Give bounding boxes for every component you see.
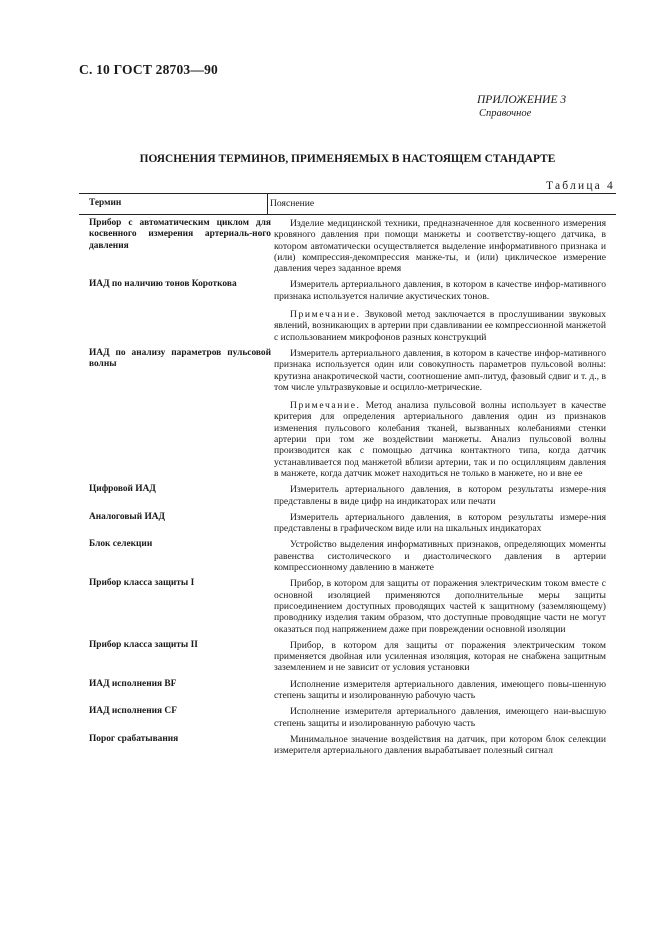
table-row <box>79 348 616 479</box>
section-title: ПОЯСНЕНИЯ ТЕРМИНОВ, ПРИМЕНЯЕМЫХ В НАСТОЯЩЕМ СТАНДАРТЕ <box>139 153 556 165</box>
explanation-cell <box>274 539 606 573</box>
column-header-term: Термин <box>89 198 122 208</box>
explanation-text: Минимальное значение воздействия на датчик, при котором блок селекции измерителя артериального давления вырабатывает полезный сигнал <box>274 733 606 757</box>
terms-table <box>79 193 616 756</box>
term-cell: Порог срабатывания <box>89 733 179 744</box>
appendix-title: ПРИЛОЖЕНИЕ 3 <box>477 94 567 106</box>
term-cell: ИАД исполнения CF <box>89 706 177 717</box>
table-row <box>79 640 616 674</box>
explanation-text: Измеритель артериального давления, в котором в качестве инфор-мативного признака используется наличие акустических тонов. <box>274 279 606 302</box>
appendix-type: Справочное <box>479 108 532 119</box>
term-cell: ИАД по наличию тонов Короткова <box>89 279 237 290</box>
column-header-explanation: Пояснение <box>270 198 315 209</box>
table-row <box>79 734 616 757</box>
explanation-cell <box>274 279 606 342</box>
explanation-text: Измеритель артериального давления, в котором результаты измере-ния представлены в графическом виде или на шкальных индикаторах <box>274 511 606 535</box>
explanation-text: Исполнение измерителя артериального давления, имеющего повы-шенную степень защиты и изолированную рабочую часть <box>274 678 606 701</box>
explanation-text: Прибор, в котором для защиты от поражения электрическим током применяется двойная или усиленная изоляция, которая не снабжена защитным заземлением и не зависит от условия установки <box>274 639 606 674</box>
term-cell: Прибор класса защиты II <box>89 639 198 650</box>
note-text: Звуковой метод заключается в прослушивании звуковых явлений, возникающих в артерии при сдавливании ее компрессионной манжетой с использованием микрофонов разных конструкций <box>274 309 606 343</box>
term-cell: Прибор класса защиты I <box>89 578 195 589</box>
table-row <box>79 218 616 274</box>
explanation-text: Прибор, в котором для защиты от поражения электрическим током вместе с основной изоляцией применяются дополнительные меры защиты присоединением доступных проводящих частей к защитному (заземляющему) проводнику изделия таким образом, что доступные проводящие части не могут оказаться под напряжением даже при повреждении основной изоляции <box>274 578 606 635</box>
table-header <box>79 193 616 215</box>
explanation-cell <box>274 679 606 702</box>
explanation-note <box>274 400 606 479</box>
note-label: Примечание. <box>290 309 361 321</box>
table-row <box>79 578 616 634</box>
explanation-text: Исполнение измерителя артериального давления, имеющего наи-высшую степень защиты и изолированную рабочую часть <box>274 706 606 729</box>
explanation-text: Устройство выделения информативных признаков, определяющих моменты равенства систолического и диастолического давления в артерии компрессионному давлению в манжете <box>274 539 606 574</box>
term-cell: Прибор с автоматическим циклом для косвенного измерения артериаль-ного давления <box>89 218 271 251</box>
appendix-block <box>477 94 617 120</box>
term-cell: Блок селекции <box>89 539 153 550</box>
table-label: Таблица 4 <box>546 180 615 192</box>
explanation-cell <box>274 512 606 535</box>
page-header: С. 10 ГОСТ 28703—90 <box>79 62 218 77</box>
term-cell: Аналоговый ИАД <box>89 511 166 522</box>
table-row <box>79 679 616 702</box>
explanation-cell <box>274 484 606 507</box>
table-row <box>79 539 616 573</box>
explanation-cell <box>274 348 606 479</box>
table-row <box>79 512 616 535</box>
table-row <box>79 279 616 342</box>
note-text: Метод анализа пульсовой волны использует в качестве критерия для определения артериального давления один из признаков изменения пульсового колебания тканей, вызванных колебаниями стенки артерии при том же воздействии манжеты. Анализ пульсовой волны производится как с помощью датчика контактного типа, когда датчик устанавливается под манжетой вблизи артерии, так и по осцилляциям давления в манжете, когда датчик может находиться не только в манжете, но и вне ее <box>274 400 607 479</box>
table-row <box>79 706 616 729</box>
explanation-text: Изделие медицинской техники, предназначенное для косвенного измерения кровяного давления при помощи манжеты и соответству-ющего датчика, в котором автоматически осуществляется выделение информативного признака и (или) компрессия-декомпрессия манже-ты, и (или) циклическое измерение давления через заданное время <box>274 218 606 275</box>
term-cell: Цифровой ИАД <box>89 484 156 495</box>
explanation-note <box>274 309 606 343</box>
explanation-cell <box>274 578 606 634</box>
explanation-text: Измеритель артериального давления, в котором результаты измере-ния представлены в виде цифр на индикаторах или печати <box>274 484 606 507</box>
term-cell: ИАД исполнения BF <box>89 678 177 689</box>
note-label: Примечание. <box>290 400 361 412</box>
term-cell: ИАД по анализу параметров пульсовой волны <box>89 347 271 370</box>
explanation-cell <box>274 218 606 274</box>
table-row <box>79 484 616 507</box>
column-divider <box>267 194 268 214</box>
explanation-cell <box>274 734 606 757</box>
explanation-cell <box>274 706 606 729</box>
explanation-text: Измеритель артериального давления, в котором в качестве инфор-мативного признака используется один или совокупность параметров пульсовой волны: крутизна анакротической части, соотношение амп-литуд, фазовый сдвиг и т. д., в том числе ультразвуковые и осцилло-метрические. <box>274 347 606 393</box>
explanation-cell <box>274 640 606 674</box>
